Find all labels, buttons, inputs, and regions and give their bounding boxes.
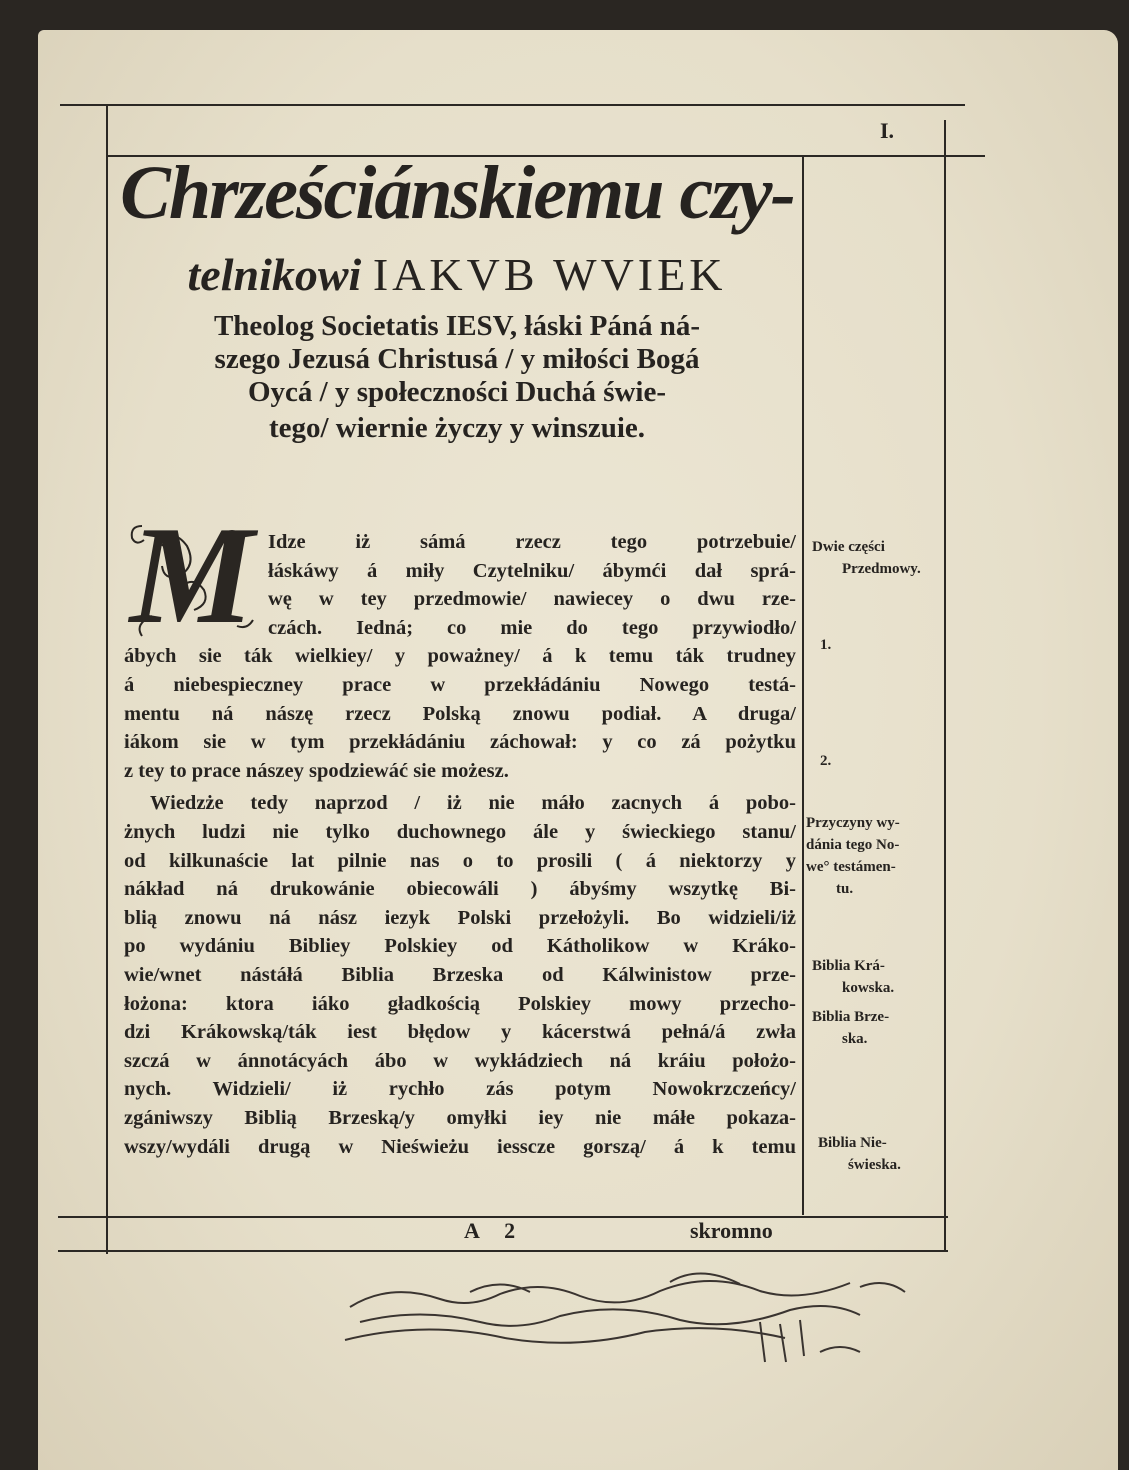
- margin-note-line: Przyczyny wy-: [806, 815, 900, 831]
- body-line: blią znowu ná nász iezyk Polski przełożyli. Bo widzieli/iż: [124, 906, 796, 929]
- top-rule: [60, 104, 965, 106]
- author-name: IAKVB WVIEK: [372, 249, 727, 300]
- margin-note: [812, 1006, 889, 1050]
- body-line: dzi Krákowską/ták iest błędow y kácerstwá pełná/á zwła: [124, 1021, 796, 1044]
- body-line: Wiedzże tedy naprzod / iż nie máło zacnych á pobo-: [150, 792, 796, 815]
- margin-note-line: dánia tego No-: [806, 837, 900, 853]
- margin-note: [818, 1132, 901, 1176]
- left-border: [106, 104, 108, 1254]
- body-line: zgániwszy Biblią Brzeską/y omyłki iey nie máłe pokaza-: [124, 1107, 796, 1129]
- body-line: łożona: ktora iáko gładkością Polskiey mowy przecho-: [124, 992, 796, 1015]
- body-line: wie/wnet nástáłá Biblia Brzeska od Kálwinistow prze-: [124, 964, 796, 986]
- body-line: á niebespieczney prace w przekłádániu Nowego testá-: [124, 674, 796, 696]
- text-column-border: [802, 155, 804, 1215]
- margin-note-line: Przedmowy.: [842, 561, 921, 577]
- right-border: [944, 120, 946, 1250]
- margin-note-line: 2.: [820, 753, 832, 769]
- title-line-1: Chrześciánskiemu czy-: [120, 151, 794, 235]
- body-line: łáskáwy á miły Czytelniku/ ábymći dał sprá-: [268, 559, 796, 582]
- margin-note: [812, 536, 921, 580]
- body-line: Idze iż sámá rzecz tego potrzebuie/: [268, 531, 796, 553]
- body-line: od kilkunaście lat pilnie nas o to prosili ( á niektorzy y: [124, 849, 796, 872]
- margin-note: [806, 812, 900, 900]
- body-line: nych. Widzieli/ iż rychło zás potym Nowokrzczeńcy/: [124, 1078, 796, 1101]
- title-line: Oycá / y społeczności Duchá świe-: [247, 376, 667, 408]
- body-line: czách. Iedná; co mie do tego przywiodło/: [268, 616, 796, 639]
- margin-note: [812, 955, 894, 999]
- margin-note-line: kowska.: [842, 980, 895, 996]
- margin-note: [820, 634, 831, 656]
- body-line: iákom sie w tym przekłádániu záchował: y co zá pożytku: [124, 731, 796, 754]
- drop-cap-letter: M: [129, 498, 255, 653]
- signature-mark: A 2: [464, 1218, 516, 1243]
- margin-note-line: 1.: [820, 637, 832, 653]
- folio-number: I.: [880, 118, 895, 143]
- body-line: ábych sie ták wielkiey/ y poważney/ á k temu ták trudney: [124, 645, 796, 668]
- body-line: po wydániu Bibliey Polskiey od Kátholikow w Kráko-: [124, 935, 796, 958]
- margin-note-line: Dwie części: [812, 539, 885, 555]
- body-line: nákład ná drukowánie obiecowáli ) ábyśmy wszytkę Bi-: [124, 878, 796, 901]
- title-line-2-dedicatee: telnikowi: [187, 249, 362, 300]
- catchword: skromno: [690, 1218, 773, 1243]
- body-line: mentu ná nászę rzecz Polską znowu podiał. A druga/: [124, 702, 796, 725]
- title-line-2: [112, 248, 802, 301]
- margin-note-line: tu.: [836, 881, 854, 897]
- margin-note-line: ska.: [842, 1031, 868, 1047]
- handwritten-signature: [340, 1262, 940, 1372]
- body-line: wszy/wydáli drugą w Nieświeżu iesscze gorszą/ á k temu: [124, 1135, 796, 1158]
- margin-note-line: Biblia Brze-: [812, 1009, 890, 1025]
- title-line: tego/ wiernie życzy y winszuie.: [268, 412, 646, 444]
- decorated-initial: [122, 498, 262, 653]
- body-line: szczá w ánnotácyách ábo w wykłádziech ná kráiu położo-: [124, 1049, 796, 1072]
- title-line: szego Jezusá Christusá / y miłości Bogá: [214, 343, 700, 375]
- margin-note-line: Biblia Krá-: [812, 958, 885, 974]
- title-line: Theolog Societatis IESV, łáski Páná ná-: [213, 310, 701, 342]
- body-line: żnych ludzi nie tylko duchownego ále y świeckiego stanu/: [124, 821, 796, 843]
- margin-note-line: świeska.: [848, 1157, 901, 1173]
- margin-note-line: we° testámen-: [806, 859, 896, 875]
- foot-rule: [58, 1250, 948, 1252]
- margin-note: [820, 750, 831, 772]
- margin-note-line: Biblia Nie-: [818, 1135, 887, 1151]
- body-line: z tey to prace nászey spodziewáć sie możesz.: [124, 759, 509, 782]
- body-line: wę w tey przedmowie/ nawiecey o dwu rze-: [268, 588, 796, 611]
